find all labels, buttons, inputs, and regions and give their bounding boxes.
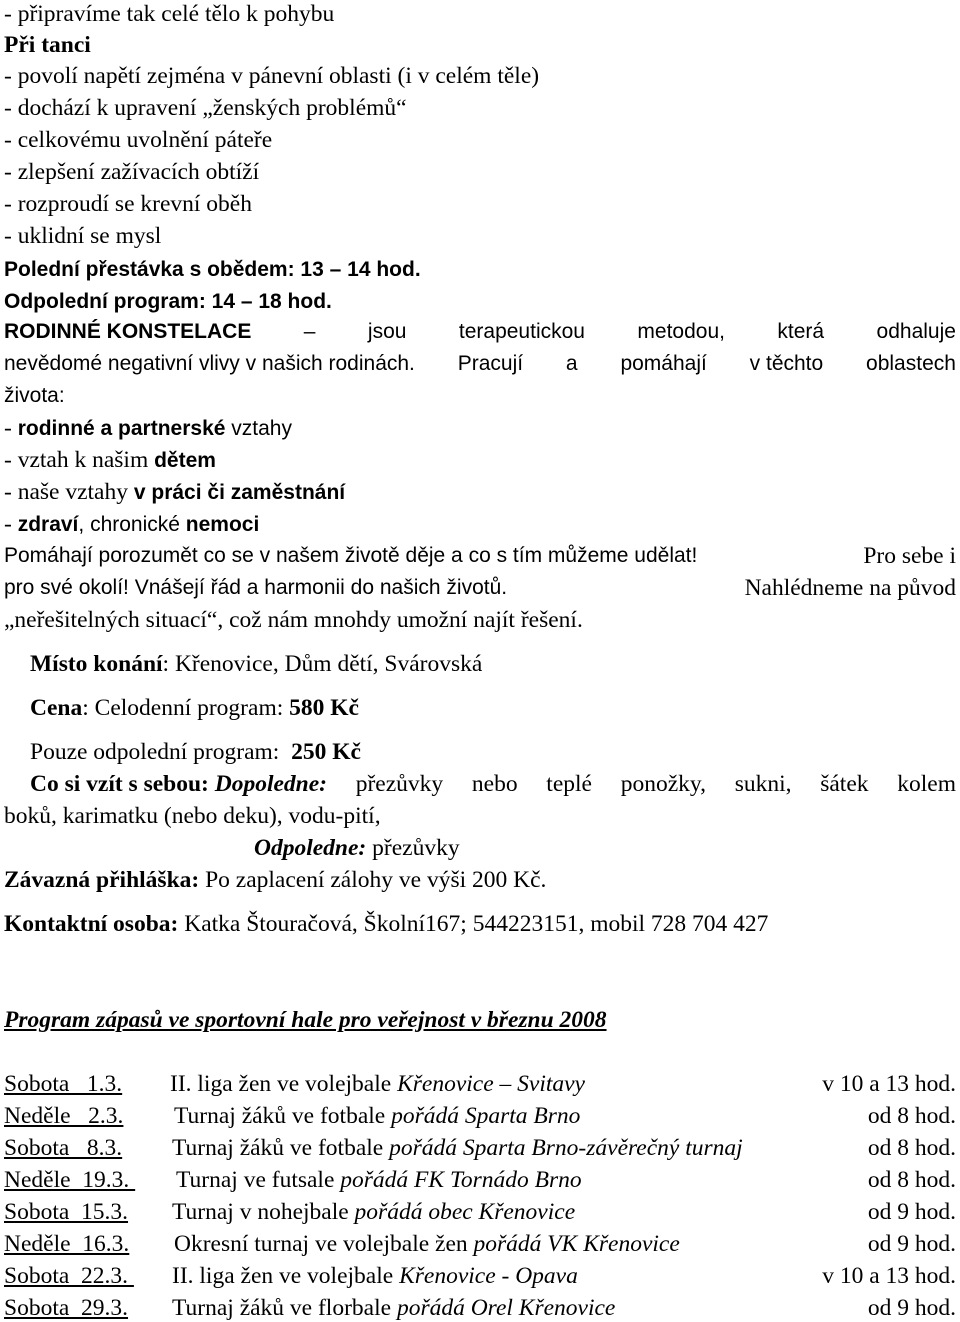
text: Pomáhají porozumět co se v našem životě děje a co s tím můžeme udělat! <box>4 544 698 567</box>
word: Pracují <box>457 352 524 375</box>
schedule-desc <box>172 1198 575 1226</box>
word: jsou <box>367 320 407 343</box>
schedule-time: v 10 a 13 hod. <box>822 1071 956 1097</box>
word: nebo <box>471 771 518 797</box>
afternoon-label: Odpoledne: <box>254 835 367 861</box>
schedule-event: Turnaj ve futsale <box>176 1167 341 1193</box>
schedule-time: od 9 hod. <box>867 1231 956 1257</box>
list-item: - dochází k upravení „ženských problémů“ <box>4 95 407 121</box>
bold-text: nemoci <box>185 513 260 536</box>
venue-value: : Křenovice, Dům dětí, Svárovská <box>162 651 483 677</box>
text: - vztah k našim <box>4 447 155 473</box>
schedule-organizer: Křenovice - Opava <box>399 1263 578 1289</box>
word: šátek <box>820 771 869 797</box>
heading-text: Při tanci <box>4 32 91 58</box>
word: odhaluje <box>876 320 956 343</box>
text: pro své okolí! Vnášejí řád a harmonii do našich životů. <box>4 576 508 599</box>
schedule-heading <box>4 1006 607 1034</box>
schedule-row <box>4 1166 956 1194</box>
konstelace-line-2 <box>4 350 956 378</box>
list-item <box>4 478 345 507</box>
afternoon-bring-value: přezůvky <box>366 835 460 861</box>
schedule-event: Turnaj žáků ve fotbale <box>174 1103 392 1129</box>
word: oblastech <box>866 352 956 375</box>
word: která <box>777 320 825 343</box>
text: - naše vztahy <box>4 479 134 505</box>
schedule-organizer: pořádá Sparta Brno-závěrečný turnaj <box>389 1135 743 1161</box>
bold-text: dětem <box>154 449 216 472</box>
list-item: - uklidní se mysl <box>4 223 162 249</box>
bold-text: v práci či zaměstnání <box>133 481 346 504</box>
word: teplé <box>546 771 592 797</box>
text: Nahlédneme na původ <box>744 575 956 601</box>
price-label: Cena <box>30 695 83 721</box>
contact-line <box>4 910 768 938</box>
afternoon-program-line: Odpolední program: 14 – 18 hod. <box>4 290 332 313</box>
schedule-organizer: pořádá FK Tornádo Brno <box>340 1167 582 1193</box>
schedule-organizer: pořádá Orel Křenovice <box>396 1295 616 1321</box>
what-to-bring-label: Co si vzít s sebou: <box>30 771 209 797</box>
word: přezůvky <box>355 771 444 797</box>
schedule-event: Turnaj v nohejbale <box>172 1199 355 1225</box>
schedule-desc <box>172 1262 578 1290</box>
section-heading <box>4 31 91 59</box>
registration-value: Po zaplacení zálohy ve výši 200 Kč. <box>199 867 547 893</box>
word: ponožky, <box>620 771 706 797</box>
schedule-date: Sobota 8.3. <box>4 1135 123 1161</box>
konstelace-line-1 <box>4 318 956 346</box>
schedule-date: Sobota 1.3. <box>4 1071 123 1097</box>
schedule-row <box>4 1230 956 1258</box>
schedule-desc <box>176 1166 582 1194</box>
list-item: - celkovému uvolnění páteře <box>4 127 273 153</box>
word: sukni, <box>734 771 792 797</box>
afternoon-price-value: 250 Kč <box>291 739 361 765</box>
schedule-date: Neděle 16.3. <box>4 1231 130 1257</box>
word: v těchto <box>749 352 824 375</box>
schedule-date: Sobota 15.3. <box>4 1199 129 1225</box>
price-value: 580 Kč <box>289 695 359 721</box>
list-item <box>4 414 292 443</box>
bold-text: zdraví <box>17 513 79 536</box>
paragraph-line <box>4 574 956 602</box>
word: metodou, <box>637 320 725 343</box>
bold-text: rodinné a partnerské <box>17 417 226 440</box>
dash: - <box>4 511 18 537</box>
schedule-event: II. liga žen ve volejbale <box>172 1263 400 1289</box>
konstelace-title: RODINNÉ KONSTELACE <box>4 320 252 343</box>
venue-line <box>30 650 482 678</box>
schedule-time: od 9 hod. <box>867 1199 956 1225</box>
list-item: - připravíme tak celé tělo k pohybu <box>4 1 335 27</box>
list-item <box>4 510 259 539</box>
schedule-row <box>4 1294 956 1322</box>
text: vztahy <box>225 417 292 440</box>
schedule-date: Sobota 29.3. <box>4 1295 129 1321</box>
what-to-bring-line-2: boků, karimatku (nebo deku), vodu-pití, <box>4 803 381 829</box>
what-to-bring-line-1 <box>4 770 956 798</box>
what-to-bring-label-group <box>4 770 327 798</box>
schedule-time: od 8 hod. <box>867 1167 956 1193</box>
paragraph-line: „neřešitelných situací“, což nám mnohdy umožní najít řešení. <box>4 607 583 633</box>
schedule-desc <box>174 1230 680 1258</box>
morning-label: Dopoledne: <box>214 771 328 797</box>
word: a <box>565 352 578 375</box>
paragraph-line <box>4 542 956 570</box>
price-line <box>30 694 359 722</box>
afternoon-bring-line <box>254 834 460 862</box>
schedule-event: Turnaj žáků ve florbale <box>172 1295 397 1321</box>
schedule-row <box>4 1102 956 1130</box>
schedule-event: Turnaj žáků ve fotbale <box>172 1135 390 1161</box>
lunch-break-line: Polední přestávka s obědem: 13 – 14 hod. <box>4 258 421 281</box>
schedule-time: od 8 hod. <box>867 1103 956 1129</box>
schedule-time: od 8 hod. <box>867 1135 956 1161</box>
dash: - <box>4 415 18 441</box>
text: Pro sebe i <box>863 543 956 569</box>
list-item <box>4 446 216 475</box>
schedule-desc <box>172 1294 615 1322</box>
schedule-date: Neděle 19.3. <box>4 1167 136 1193</box>
schedule-desc <box>172 1134 743 1162</box>
schedule-organizer: pořádá Sparta Brno <box>391 1103 581 1129</box>
word: kolem <box>897 771 956 797</box>
text: , chronické <box>78 513 186 536</box>
schedule-row <box>4 1198 956 1226</box>
word: pomáhají <box>620 352 707 375</box>
afternoon-price-text: Pouze odpolední program: <box>30 739 280 765</box>
schedule-time: od 9 hod. <box>867 1295 956 1321</box>
word: terapeutickou <box>458 320 585 343</box>
afternoon-price-line <box>30 738 361 766</box>
schedule-date: Neděle 2.3. <box>4 1103 124 1129</box>
registration-line <box>4 866 546 894</box>
schedule-organizer: Křenovice – Svitavy <box>397 1071 585 1097</box>
schedule-heading-text: Program zápasů ve sportovní hale pro veřejnost v březnu 2008 <box>4 1007 607 1033</box>
schedule-organizer: pořádá VK Křenovice <box>473 1231 680 1257</box>
word: – <box>303 320 316 343</box>
schedule-row <box>4 1134 956 1162</box>
list-item: - povolí napětí zejména v pánevní oblasti (i v celém těle) <box>4 63 540 89</box>
schedule-organizer: pořádá obec Křenovice <box>354 1199 576 1225</box>
venue-label: Místo konání <box>30 651 163 677</box>
schedule-time: v 10 a 13 hod. <box>822 1263 956 1289</box>
price-text: : Celodenní program: <box>82 695 290 721</box>
schedule-desc <box>174 1102 580 1130</box>
list-item: - rozproudí se krevní oběh <box>4 191 252 217</box>
schedule-row <box>4 1262 956 1290</box>
list-item: - zlepšení zažívacích obtíží <box>4 159 260 185</box>
konstelace-line-3: života: <box>4 384 65 407</box>
registration-label: Závazná přihláška: <box>4 867 200 893</box>
schedule-row <box>4 1070 956 1098</box>
schedule-date: Sobota 22.3. <box>4 1263 134 1289</box>
contact-value: Katka Štouračová, Školní167; 544223151, mobil 728 704 427 <box>178 911 769 937</box>
schedule-desc <box>170 1070 585 1098</box>
schedule-event: Okresní turnaj ve volejbale žen <box>174 1231 474 1257</box>
contact-label: Kontaktní osoba: <box>4 911 179 937</box>
konstelace-sans-text: nevědomé negativní vlivy v našich rodinách. <box>4 352 415 375</box>
schedule-event: II. liga žen ve volejbale <box>170 1071 398 1097</box>
